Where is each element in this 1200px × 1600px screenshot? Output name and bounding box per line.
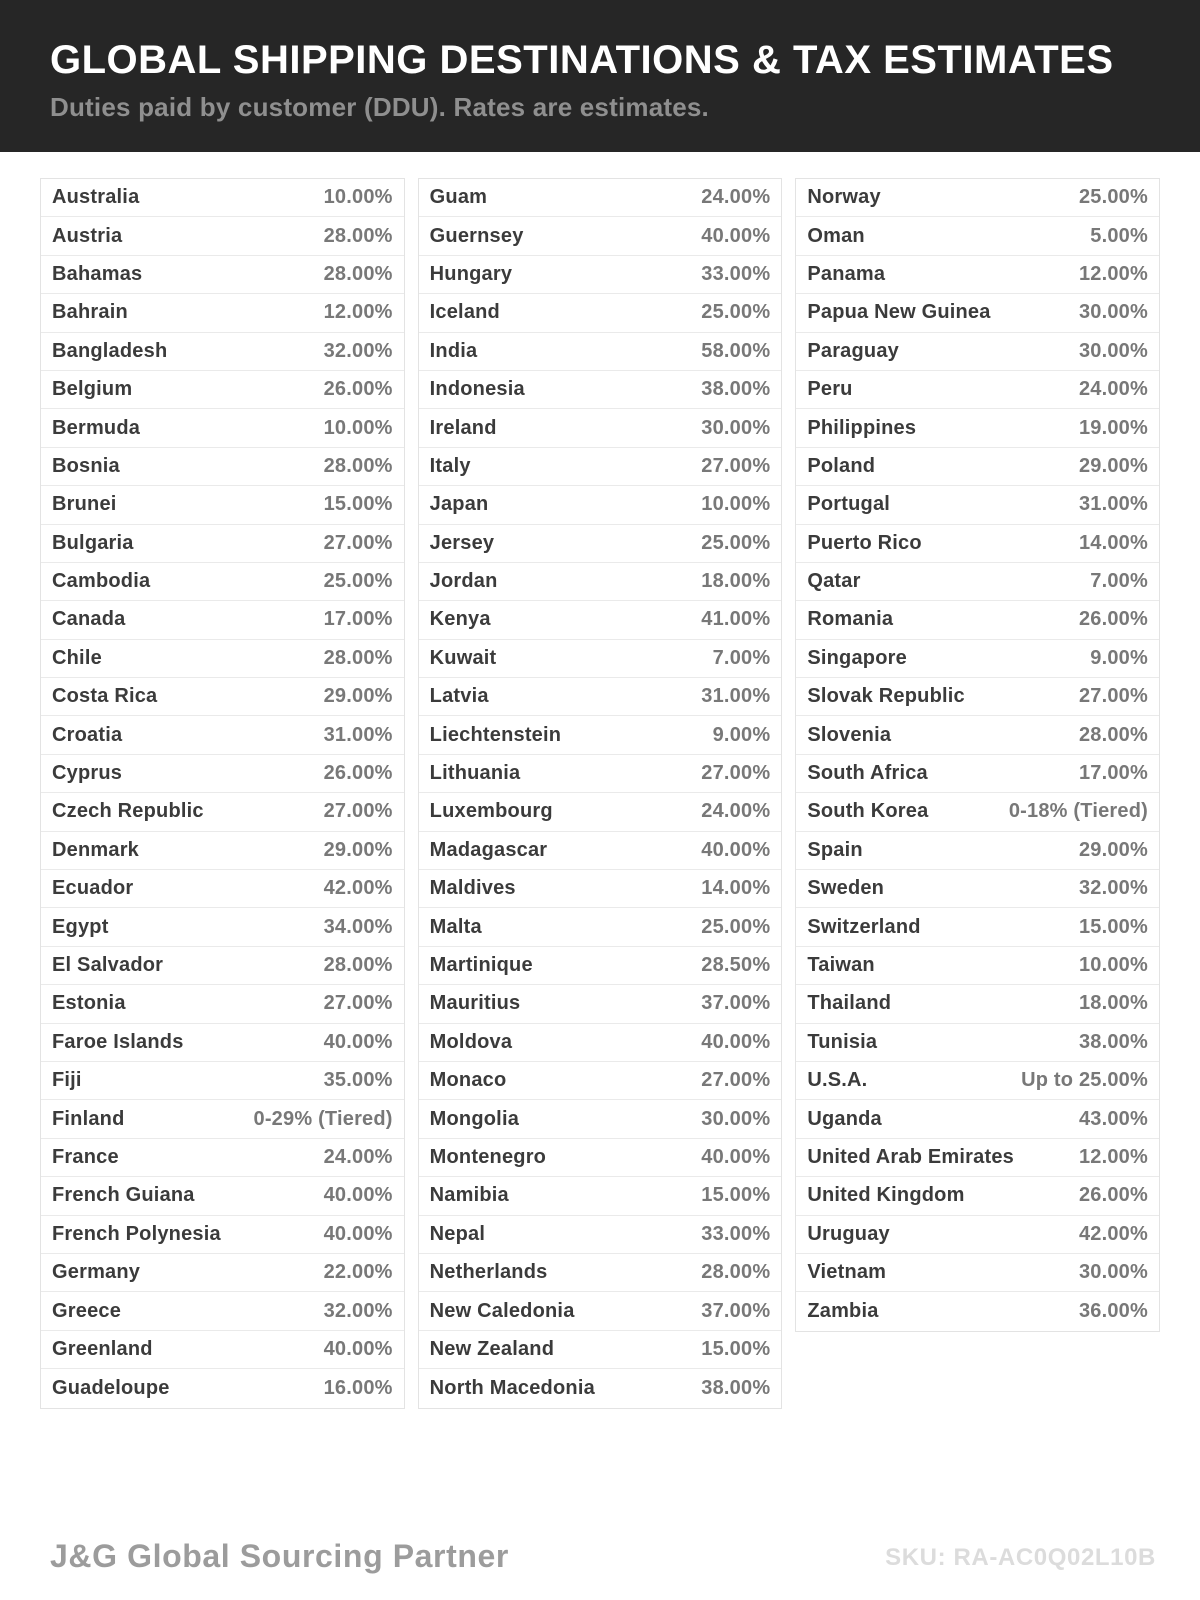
country-name: Italy [429, 454, 471, 477]
tax-rate: 30.00% [1078, 1261, 1148, 1284]
country-name: Iceland [429, 301, 500, 324]
tax-rate: 43.00% [1078, 1107, 1148, 1130]
tax-rate: 27.00% [701, 454, 771, 477]
tax-rate: 0-29% (Tiered) [253, 1107, 393, 1130]
table-row [796, 563, 1159, 601]
country-name: Kenya [429, 608, 491, 631]
tax-rate: 27.00% [701, 1069, 771, 1092]
country-name: Tunisia [807, 1030, 878, 1053]
table-row [41, 1216, 404, 1254]
tax-rate: 37.00% [701, 1299, 771, 1322]
tax-rate: 40.00% [323, 1222, 393, 1245]
country-name: Romania [807, 608, 894, 631]
country-name: Panama [807, 262, 886, 285]
tax-rate: 10.00% [701, 493, 771, 516]
country-name: Germany [52, 1261, 141, 1284]
country-name: Peru [807, 378, 853, 401]
tax-rate: 7.00% [712, 646, 771, 669]
table-row [796, 640, 1159, 678]
tax-rate: 34.00% [323, 915, 393, 938]
table-row [796, 1216, 1159, 1254]
country-name: Bosnia [52, 454, 120, 477]
tax-rate: 15.00% [701, 1337, 771, 1360]
table-row [419, 870, 782, 908]
tax-rate: 26.00% [1078, 608, 1148, 631]
table-row [41, 755, 404, 793]
table-row [796, 448, 1159, 486]
table-row [796, 333, 1159, 371]
table-row [796, 1254, 1159, 1292]
country-name: Australia [52, 186, 140, 209]
country-name: North Macedonia [429, 1376, 595, 1399]
tax-rate: 28.00% [1078, 723, 1148, 746]
country-name: Slovak Republic [807, 685, 965, 708]
tax-rate: 9.00% [712, 723, 771, 746]
table-row [796, 908, 1159, 946]
country-name: Moldova [429, 1030, 513, 1053]
tax-rate: 37.00% [701, 992, 771, 1015]
tax-rate: 14.00% [1078, 531, 1148, 554]
tax-rate: 29.00% [323, 685, 393, 708]
country-name: Philippines [807, 416, 917, 439]
table-row [419, 832, 782, 870]
table-row [41, 947, 404, 985]
country-name: Denmark [52, 838, 139, 861]
tax-rate: 18.00% [701, 570, 771, 593]
tax-rate: 25.00% [701, 915, 771, 938]
table-row [796, 601, 1159, 639]
table-row [41, 448, 404, 486]
tax-rate: 18.00% [1078, 992, 1148, 1015]
tax-rate: 9.00% [1090, 646, 1148, 669]
country-name: Nepal [429, 1222, 486, 1245]
table-row [419, 1369, 782, 1407]
table-row [796, 755, 1159, 793]
country-name: Guadeloupe [52, 1376, 170, 1399]
table-row [796, 870, 1159, 908]
tax-rate: 33.00% [701, 1222, 771, 1245]
table-row [419, 601, 782, 639]
table-row [41, 409, 404, 447]
table-row [796, 1024, 1159, 1062]
country-name: Puerto Rico [807, 531, 922, 554]
tax-rate: 7.00% [1090, 570, 1148, 593]
tax-rate: 10.00% [1078, 954, 1148, 976]
country-name: Greece [52, 1299, 122, 1322]
country-name: Paraguay [807, 339, 899, 362]
country-name: Namibia [429, 1184, 509, 1207]
tax-rate: 15.00% [701, 1184, 771, 1207]
table-row [41, 908, 404, 946]
country-name: Martinique [429, 954, 533, 976]
country-name: Croatia [52, 723, 123, 746]
tax-rate: 24.00% [1078, 378, 1148, 401]
table-row [419, 1062, 782, 1100]
table-row [41, 1369, 404, 1407]
country-name: Maldives [429, 877, 516, 900]
tax-rate: 38.00% [701, 378, 771, 401]
country-name: Zambia [807, 1300, 879, 1323]
country-name: Latvia [429, 685, 489, 708]
table-row [41, 294, 404, 332]
table-row [41, 1062, 404, 1100]
tax-rate: 16.00% [323, 1376, 393, 1399]
table-row [41, 793, 404, 831]
table-row [419, 294, 782, 332]
table-row [419, 1024, 782, 1062]
country-name: Greenland [52, 1337, 153, 1360]
country-name: Netherlands [429, 1261, 548, 1284]
country-name: Costa Rica [52, 685, 158, 708]
table-row [796, 1062, 1159, 1100]
tax-rate: 25.00% [701, 301, 771, 324]
table-row [41, 832, 404, 870]
country-name: Bahamas [52, 262, 143, 285]
country-name: Mauritius [429, 992, 521, 1015]
table-row [796, 256, 1159, 294]
country-name: French Guiana [52, 1184, 195, 1207]
table-row [41, 217, 404, 255]
country-name: Bangladesh [52, 339, 168, 362]
tax-rate: 32.00% [323, 339, 393, 362]
tax-rate: 24.00% [701, 800, 771, 823]
table-row [419, 333, 782, 371]
country-name: Spain [807, 838, 863, 861]
tax-rate: 30.00% [1078, 301, 1148, 324]
tax-rate: 0-18% (Tiered) [1008, 800, 1148, 823]
tax-rate: 31.00% [701, 685, 771, 708]
country-name: Bulgaria [52, 531, 134, 554]
tax-rate: 22.00% [323, 1261, 393, 1284]
table-row [41, 486, 404, 524]
table-row [796, 832, 1159, 870]
tax-rate: 24.00% [323, 1145, 393, 1168]
tax-rate: 28.00% [701, 1261, 771, 1284]
table-row [419, 1254, 782, 1292]
tax-rate: 31.00% [323, 723, 393, 746]
country-name: Norway [807, 186, 881, 209]
country-name: Malta [429, 915, 482, 938]
country-name: Taiwan [807, 954, 875, 976]
country-name: Faroe Islands [52, 1030, 184, 1053]
table-row [41, 1100, 404, 1138]
country-name: Ecuador [52, 877, 134, 900]
table-row [41, 985, 404, 1023]
country-name: Singapore [807, 646, 907, 669]
country-name: Bahrain [52, 301, 128, 324]
table-row [419, 678, 782, 716]
table-row [41, 1177, 404, 1215]
table-row [41, 371, 404, 409]
country-name: Oman [807, 224, 865, 247]
table-row [41, 870, 404, 908]
country-name: Portugal [807, 493, 891, 516]
tax-rate: 10.00% [323, 416, 393, 439]
tax-rate: 10.00% [323, 186, 393, 209]
table-row [796, 678, 1159, 716]
tax-rate: 25.00% [701, 531, 771, 554]
tax-rate: 28.00% [323, 454, 393, 477]
tax-rate: 42.00% [1078, 1222, 1148, 1245]
table-row [41, 678, 404, 716]
tax-rate: 14.00% [701, 877, 771, 900]
country-name: Finland [52, 1107, 125, 1130]
country-name: Indonesia [429, 378, 525, 401]
tax-rate: 27.00% [701, 762, 771, 785]
tax-rate: 25.00% [323, 570, 393, 593]
tax-rate: 27.00% [323, 992, 393, 1015]
table-row [41, 1331, 404, 1369]
country-name: Hungary [429, 262, 513, 285]
table-row [796, 716, 1159, 754]
table-row [419, 409, 782, 447]
table-row [419, 947, 782, 985]
header-banner [0, 0, 1200, 152]
tax-rate: 5.00% [1090, 224, 1148, 247]
country-name: Czech Republic [52, 800, 204, 823]
tax-rate: 28.00% [323, 954, 393, 976]
country-name: Uruguay [807, 1222, 890, 1245]
country-name: Mongolia [429, 1107, 520, 1130]
country-name: Austria [52, 224, 123, 247]
country-name: Fiji [52, 1069, 82, 1092]
table-row [796, 1292, 1159, 1330]
table-row [419, 755, 782, 793]
table-row [796, 371, 1159, 409]
table-row [796, 409, 1159, 447]
tax-rate: 12.00% [1078, 262, 1148, 285]
country-name: Monaco [429, 1069, 507, 1092]
country-name: Ireland [429, 416, 497, 439]
tax-rate: 40.00% [701, 224, 771, 247]
footer-brand: J&G Global Sourcing Partner [50, 1538, 509, 1574]
tax-rate: 27.00% [1078, 685, 1148, 708]
tax-rate: 26.00% [323, 762, 393, 785]
table-row [419, 985, 782, 1023]
page-subtitle: Duties paid by customer (DDU). Rates are estimates. [50, 92, 709, 122]
tax-rate: 17.00% [1078, 762, 1148, 785]
country-name: United Arab Emirates [807, 1145, 1014, 1168]
table-row [796, 486, 1159, 524]
country-name: Brunei [52, 493, 117, 516]
country-name: Guernsey [429, 224, 524, 247]
tax-rate: 28.50% [701, 954, 771, 976]
table-row [419, 1100, 782, 1138]
tax-rate: 15.00% [323, 493, 393, 516]
table-row [419, 1139, 782, 1177]
table-row [419, 793, 782, 831]
tax-rate: 40.00% [323, 1030, 393, 1053]
tax-rate: 28.00% [323, 224, 393, 247]
table-row [41, 179, 404, 217]
country-name: South Korea [807, 800, 929, 823]
tax-rate: 58.00% [701, 339, 771, 362]
country-name: South Africa [807, 762, 928, 785]
country-name: Slovenia [807, 723, 892, 746]
tax-rate: 30.00% [701, 1107, 771, 1130]
country-name: French Polynesia [52, 1222, 221, 1245]
country-name: Lithuania [429, 762, 521, 785]
tax-rate: 32.00% [323, 1299, 393, 1322]
tax-rate: 30.00% [701, 416, 771, 439]
table-row [796, 1139, 1159, 1177]
table-row [419, 217, 782, 255]
country-name: Belgium [52, 378, 133, 401]
table-row [41, 1024, 404, 1062]
country-name: U.S.A. [807, 1069, 868, 1092]
table-row [41, 333, 404, 371]
table-row [796, 1177, 1159, 1215]
table-row [41, 563, 404, 601]
country-name: Jersey [429, 531, 495, 554]
tax-rate: 36.00% [1078, 1300, 1148, 1323]
table-row [419, 1292, 782, 1330]
country-name: India [429, 339, 478, 362]
country-name: Egypt [52, 915, 109, 938]
rates-column [795, 178, 1160, 1332]
country-name: Luxembourg [429, 800, 553, 823]
table-row [419, 563, 782, 601]
table-row [796, 179, 1159, 217]
table-row [419, 448, 782, 486]
table-row [419, 640, 782, 678]
tax-rate: 38.00% [701, 1376, 771, 1399]
country-name: New Zealand [429, 1337, 555, 1360]
table-row [41, 525, 404, 563]
rates-column [418, 178, 783, 1409]
table-row [796, 294, 1159, 332]
table-row [796, 525, 1159, 563]
country-name: Liechtenstein [429, 723, 562, 746]
country-name: Cambodia [52, 570, 151, 593]
tax-rate: 42.00% [323, 877, 393, 900]
table-row [419, 716, 782, 754]
tax-rate: 25.00% [1078, 186, 1148, 209]
tax-rate: 24.00% [701, 186, 771, 209]
country-name: Kuwait [429, 646, 497, 669]
tax-rate: 27.00% [323, 531, 393, 554]
tax-rate: 29.00% [323, 838, 393, 861]
country-name: Qatar [807, 570, 861, 593]
country-name: Sweden [807, 877, 885, 900]
tax-rate: 17.00% [323, 608, 393, 631]
table-row [419, 256, 782, 294]
country-name: Cyprus [52, 762, 123, 785]
tax-rate: 31.00% [1078, 493, 1148, 516]
tax-rate: 29.00% [1078, 838, 1148, 861]
table-row [419, 525, 782, 563]
table-row [419, 486, 782, 524]
country-name: Guam [429, 186, 488, 209]
table-row [419, 908, 782, 946]
table-row [796, 1100, 1159, 1138]
tax-rate: 26.00% [1078, 1184, 1148, 1207]
country-name: El Salvador [52, 954, 164, 976]
tax-rate: 35.00% [323, 1069, 393, 1092]
country-name: Uganda [807, 1107, 882, 1130]
country-name: Chile [52, 646, 102, 669]
tax-rate: 30.00% [1078, 339, 1148, 362]
tax-rate: 41.00% [701, 608, 771, 631]
table-row [41, 1292, 404, 1330]
country-name: New Caledonia [429, 1299, 575, 1322]
tax-rate: 40.00% [323, 1184, 393, 1207]
table-row [419, 1331, 782, 1369]
country-name: Papua New Guinea [807, 301, 991, 324]
tax-rate: 12.00% [323, 301, 393, 324]
table-row [41, 640, 404, 678]
tax-rate: 27.00% [323, 800, 393, 823]
tax-rate: Up to 25.00% [1021, 1069, 1148, 1092]
rates-grid [40, 178, 1160, 1409]
tax-rate: 38.00% [1078, 1030, 1148, 1053]
tax-rate: 26.00% [323, 378, 393, 401]
tax-rate: 29.00% [1078, 454, 1148, 477]
tax-rate: 19.00% [1078, 416, 1148, 439]
country-name: Vietnam [807, 1261, 887, 1284]
country-name: United Kingdom [807, 1184, 965, 1207]
tax-rate: 28.00% [323, 262, 393, 285]
country-name: Montenegro [429, 1145, 547, 1168]
country-name: Switzerland [807, 915, 921, 938]
country-name: France [52, 1145, 119, 1168]
country-name: Bermuda [52, 416, 141, 439]
table-row [796, 985, 1159, 1023]
table-row [41, 256, 404, 294]
tax-rate: 12.00% [1078, 1145, 1148, 1168]
table-row [796, 793, 1159, 831]
country-name: Canada [52, 608, 126, 631]
table-row [419, 1177, 782, 1215]
tax-rate: 32.00% [1078, 877, 1148, 900]
country-name: Estonia [52, 992, 126, 1015]
table-row [419, 1216, 782, 1254]
country-name: Thailand [807, 992, 892, 1015]
country-name: Jordan [429, 570, 498, 593]
tax-rate: 33.00% [701, 262, 771, 285]
tax-rate: 40.00% [701, 1030, 771, 1053]
tax-rate: 40.00% [701, 838, 771, 861]
tax-rate: 40.00% [701, 1145, 771, 1168]
rates-column [40, 178, 405, 1409]
table-row [41, 716, 404, 754]
table-row [41, 1139, 404, 1177]
table-row [41, 601, 404, 639]
table-row [419, 179, 782, 217]
page-title: GLOBAL SHIPPING DESTINATIONS & TAX ESTIMATES [50, 38, 1114, 82]
tax-rate: 40.00% [323, 1337, 393, 1360]
country-name: Madagascar [429, 838, 548, 861]
tax-rate: 15.00% [1078, 915, 1148, 938]
tax-rate: 28.00% [323, 646, 393, 669]
table-row [796, 947, 1159, 985]
footer-sku: SKU: RA-AC0Q02L10B [885, 1544, 1156, 1571]
country-name: Japan [429, 493, 489, 516]
table-row [796, 217, 1159, 255]
table-row [419, 371, 782, 409]
table-row [41, 1254, 404, 1292]
country-name: Poland [807, 454, 876, 477]
